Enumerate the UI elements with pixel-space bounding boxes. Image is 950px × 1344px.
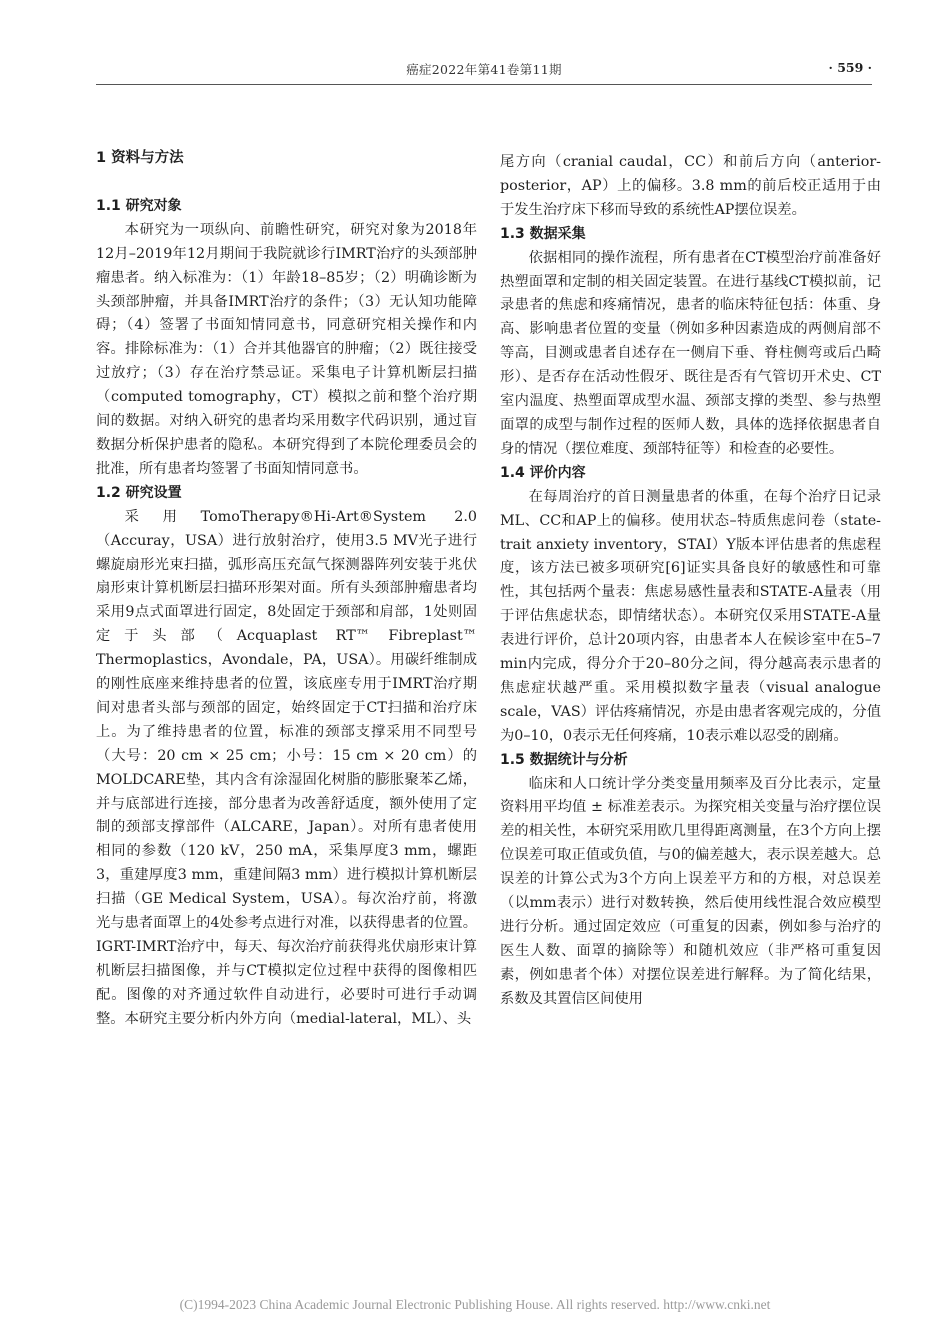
journal-title: 癌症2022年第41卷第11期: [406, 62, 562, 77]
running-header: [96, 60, 872, 84]
header-rule: [96, 84, 872, 85]
subsection-title-1-1: 1.1 研究对象: [96, 197, 182, 214]
left-column: [96, 147, 477, 1032]
paragraph-1-1: 本研究为一项纵向、前瞻性研究，研究对象为2018年12月–2019年12月期间于我院就诊行IMRT治疗的头颈部肿瘤患者。纳入标准为：（1）年龄18–85岁；（2）明确诊断为头颈部肿瘤，并具备IMRT治疗的条件；（3）无认知功能障碍；（4）签署了书面知情同意书，同意研究相关操作和内容。排除标准为：（1）合并其他器官的肿瘤；（2）既往接受过放疗；（3）存在治疗禁忌证。采集电子计算机断层扫描（computed tomography，CT）模拟之前和整个治疗期间的数据。对纳入研究的患者均采用数字代码识别，通过盲数据分析保护患者的隐私。本研究得到了本院伦理委员会的批准，所有患者均签署了书面知情同意书。: [96, 221, 477, 477]
paragraph-1-3: 依据相同的操作流程，所有患者在CT模型治疗前准备好热塑面罩和定制的相关固定装置。在进行基线CT模拟前，记录患者的焦虑和疼痛情况，患者的临床特征包括：体重、身高、影响患者位置的变量（例如多种因素造成的两侧肩部不等高，目测或患者自述存在一侧肩下垂、脊柱侧弯或后凸畸形）、是否存在活动性假牙、既往是否有气管切开术史、CT室内温度、热塑面罩成型水温、颈部支撑的类型、参与热塑面罩的成型与制作过程的医师人数，具体的选择依据患者自身的情况（摆位难度、颈部特征等）和检查的必要性。: [500, 249, 881, 457]
paragraph-1-4: 在每周治疗的首日测量患者的体重，在每个治疗日记录ML、CC和AP上的偏移。使用状态–特质焦虑问卷（state-trait anxiety inventory，STAI）Y版本评估患者的焦虑程度，该方法已被多项研究[6]证实具备良好的敏感性和可靠性，其包括两个量表：焦虑易感性量表和STATE-A量表（用于评估焦虑状态，即情绪状态）。本研究仅采用STATE-A量表进行评价，总计20项内容，由患者本人在候诊室中在5–7 min内完成，得分介于20–80分之间，得分越高表示患者的焦虑症状越严重。采用模拟数字量表（visual analogue scale，VAS）评估疼痛情况，亦是由患者客观完成的，分值为0–10，0表示无任何疼痛，10表示难以忍受的剧痛。: [500, 488, 881, 744]
subsection-title-1-2: 1.2 研究设置: [96, 484, 182, 501]
subsection-title-1-3: 1.3 数据采集: [500, 225, 586, 242]
section-gap: [96, 171, 477, 195]
copyright-footer: (C)1994-2023 China Academic Journal Electronic Publishing House. All rights reserved. http://www.cnki.net: [179, 1297, 771, 1312]
page-number: · 559 ·: [828, 60, 872, 75]
paragraph-1-2: 采用TomoTherapy®Hi-Art®System 2.0（Accuray，USA）进行放射治疗，使用3.5 MV光子进行螺旋扇形光束扫描，弧形高压充氙气探测器阵列安装于兆伏扇形束计算机断层扫描环形架对面。所有头颈部肿瘤患者均采用9点式面罩进行固定，8处固定于颈部和肩部，1处则固定于头部（Acquaplast RT™ Fibreplast™ Thermoplastics，Avondale，PA，USA）。用碳纤维制成的刚性底座来维持患者的位置，该底座专用于IMRT治疗期间对患者头部与颈部的固定，始终固定于CT扫描和治疗床上。为了维持患者的位置，标准的颈部支撑采用不同型号（大号：20 cm × 25 cm；小号：15 cm × 20 cm）的MOLDCARE垫，其内含有涂湿固化树脂的膨胀聚苯乙烯，并与底部进行连接，部分患者为改善舒适度，额外使用了定制的颈部支撑部件（ALCARE，Japan）。对所有患者使用相同的参数（120 kV，250 mA，采集厚度3 mm，螺距3，重建厚度3 mm，重建间隔3 mm）进行模拟计算机断层扫描（GE Medical System，USA）。每次治疗前，将激光与患者面罩上的4处参考点进行对准，以获得患者的位置。IGRT-IMRT治疗中，每天、每次治疗前获得兆伏扇形束计算机断层扫描图像，并与CT模拟定位过程中获得的图像相匹配。图像的对齐通过软件自动进行，必要时可进行手动调整。本研究主要分析内外方向（medial-lateral，ML）、头: [96, 508, 477, 1027]
right-column: [500, 151, 881, 1012]
paragraph-1-2-continued: 尾方向（cranial caudal，CC）和前后方向（anterior-posterior，AP）上的偏移。3.8 mm的前后校正适用于由于发生治疗床下移而导致的系统性AP摆位误差。: [500, 154, 881, 218]
paragraph-1-5: 临床和人口统计学分类变量用频率及百分比表示，定量资料用平均值 ± 标准差表示。为探究相关变量与治疗摆位误差的相关性，本研究采用欧几里得距离测量，在3个方向上摆位误差可取正值或负值，与0的偏差越大，表示误差越大。总误差的计算公式为3个方向上误差平方和的方根，对总误差（以mm表示）进行对数转换，然后使用线性混合效应模型进行分析。通过固定效应（可重复的因素，例如参与治疗的医生人数、面罩的摘除等）和随机效应（非严格可重复因素，例如患者个体）对摆位误差进行解释。为了简化结果，系数及其置信区间使用: [500, 775, 881, 1007]
subsection-title-1-5: 1.5 数据统计与分析: [500, 751, 628, 768]
subsection-title-1-4: 1.4 评价内容: [500, 464, 586, 481]
section-title: 1 资料与方法: [96, 150, 184, 166]
